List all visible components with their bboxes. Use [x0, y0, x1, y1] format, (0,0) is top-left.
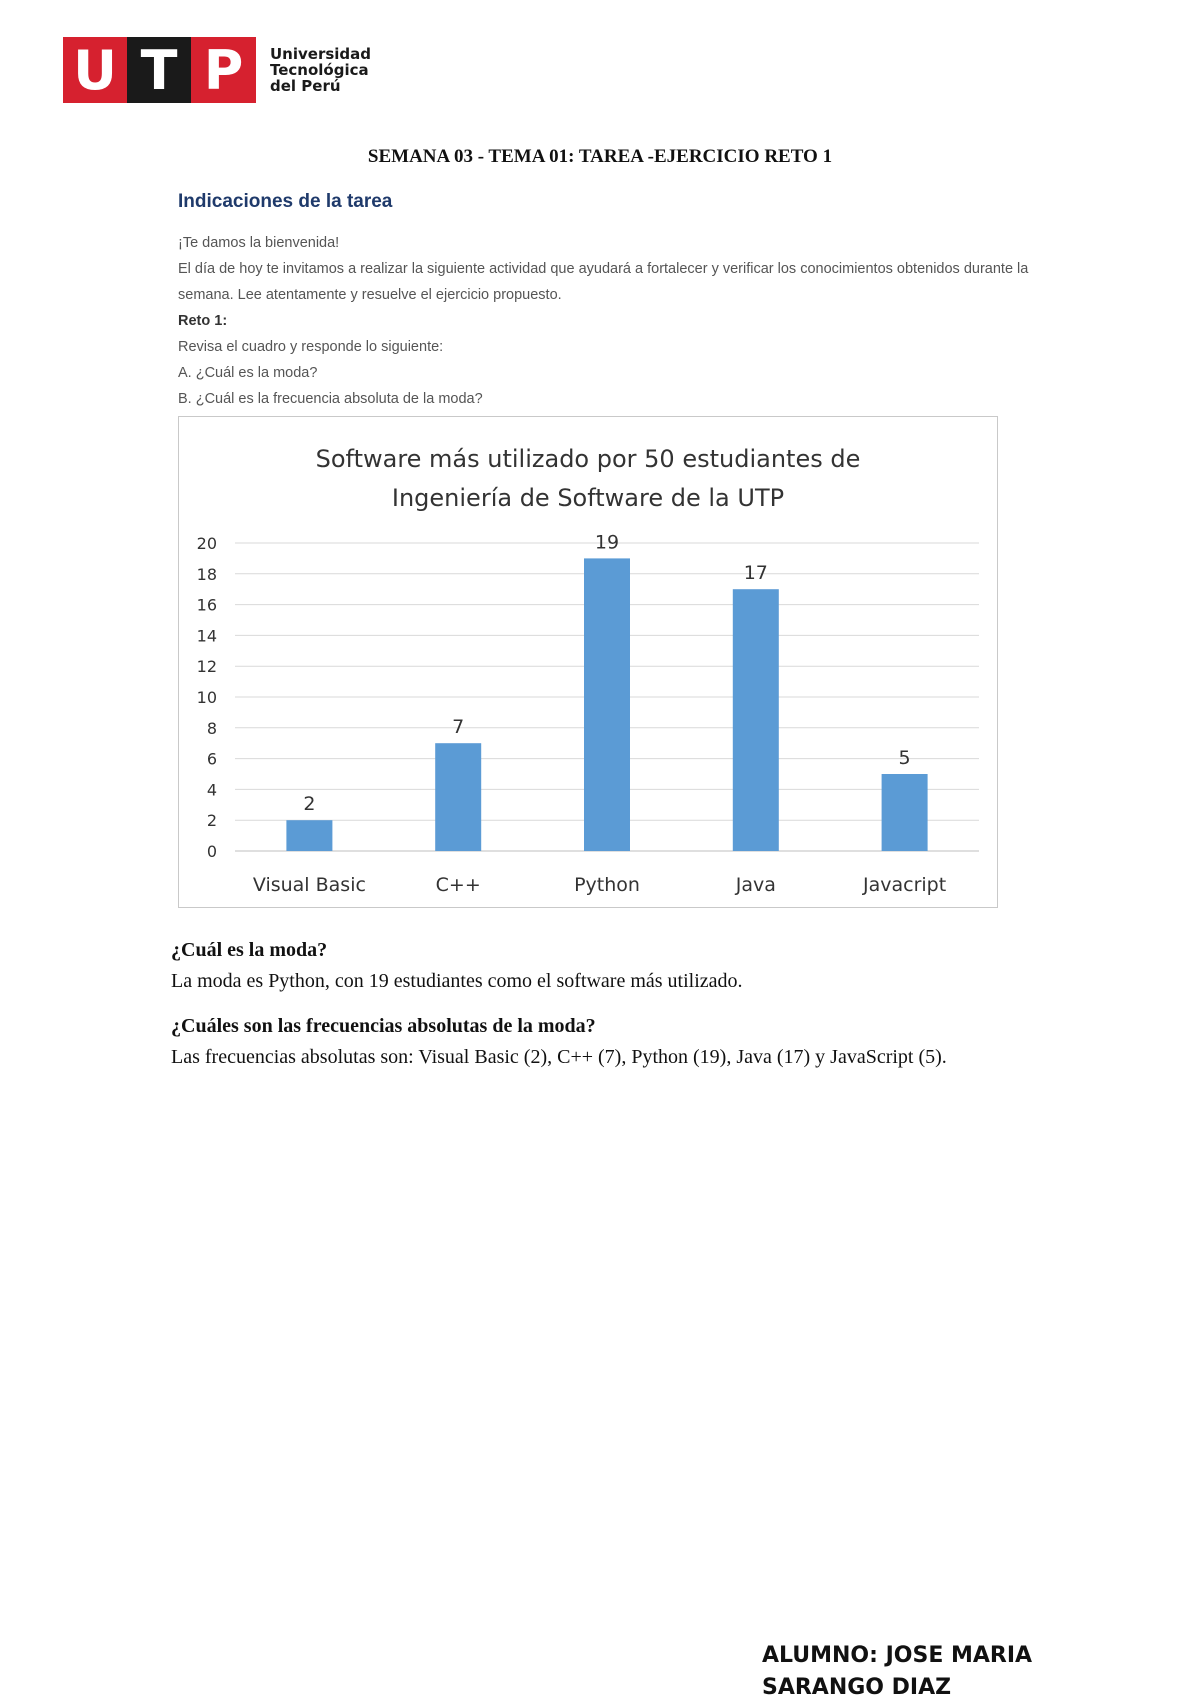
answer-1: La moda es Python, con 19 estudiantes como el software más utilizado.	[171, 970, 743, 992]
question-2: ¿Cuáles son las frecuencias absolutas de la moda?	[171, 1015, 596, 1037]
task-instruction: Revisa el cuadro y responde lo siguiente:	[178, 339, 444, 355]
answers-section	[171, 935, 1011, 1087]
data-label: 2	[303, 793, 316, 816]
task-item-a: A. ¿Cuál es la moda?	[178, 365, 318, 381]
task-heading: Indicaciones de la tarea	[178, 191, 393, 212]
y-tick-label: 14	[196, 626, 217, 646]
utp-logo	[63, 37, 371, 103]
logo-wordmark	[270, 46, 371, 94]
bar-chart	[178, 416, 998, 908]
data-label: 17	[743, 562, 768, 585]
bar	[882, 774, 928, 851]
y-tick-label: 18	[196, 564, 217, 584]
bar	[733, 589, 779, 851]
task-instructions	[178, 190, 1038, 412]
logo-letter-p: P	[203, 39, 244, 102]
x-tick-label: C++	[435, 874, 481, 896]
y-tick-label: 2	[206, 811, 217, 831]
logo-line-1: Universidad	[270, 45, 372, 63]
logo-letter-u: U	[73, 39, 117, 102]
bar	[286, 820, 332, 851]
x-tick-label: Python	[574, 874, 640, 896]
y-tick-label: 20	[196, 534, 217, 553]
y-tick-label: 8	[206, 718, 217, 738]
chart-title-line-1: Software más utilizado por 50 estudiantes de	[315, 445, 861, 473]
data-label: 19	[594, 531, 620, 554]
logo-line-3: del Perú	[270, 77, 341, 95]
task-welcome: ¡Te damos la bienvenida!	[178, 235, 340, 251]
data-label: 5	[898, 747, 911, 769]
bar	[435, 743, 481, 851]
student-name	[762, 1640, 1142, 1704]
y-tick-label: 10	[196, 688, 217, 707]
y-tick-label: 16	[196, 595, 217, 615]
y-tick-label: 4	[206, 780, 217, 800]
task-item-b: B. ¿Cuál es la frecuencia absoluta de la moda?	[178, 391, 483, 407]
bar-chart-svg	[179, 417, 997, 907]
x-tick-label: Javacript	[863, 874, 947, 896]
logo-line-2: Tecnológica	[270, 61, 369, 79]
y-tick-label: 0	[206, 842, 217, 861]
task-intro: El día de hoy te invitamos a realizar la siguiente actividad que ayudará a fortalecer y verificar los conocimientos obtenidos durante la semana. Lee atentamente y resuelve el ejercicio propuesto.	[178, 261, 1029, 303]
answer-2: Las frecuencias absolutas son: Visual Basic (2), C++ (7), Python (19), Java (17) y JavaScript (5).	[171, 1046, 947, 1068]
document-title: SEMANA 03 - TEMA 01: TAREA -EJERCICIO RETO 1	[367, 146, 833, 167]
x-tick-label: Java	[735, 874, 776, 896]
bar	[584, 558, 630, 851]
y-tick-label: 6	[206, 749, 217, 769]
question-1: ¿Cuál es la moda?	[171, 939, 328, 961]
task-reto: Reto 1:	[178, 313, 228, 329]
utp-logo-mark	[63, 37, 256, 103]
logo-letter-t: T	[127, 37, 191, 103]
student-line-1: ALUMNO: JOSE MARIA	[762, 1643, 1033, 1668]
data-label: 7	[452, 716, 465, 739]
student-line-2: SARANGO DIAZ	[762, 1675, 952, 1700]
y-tick-label: 12	[196, 657, 217, 677]
chart-title-line-2: Ingeniería de Software de la UTP	[391, 484, 785, 512]
x-tick-label: Visual Basic	[252, 874, 366, 896]
